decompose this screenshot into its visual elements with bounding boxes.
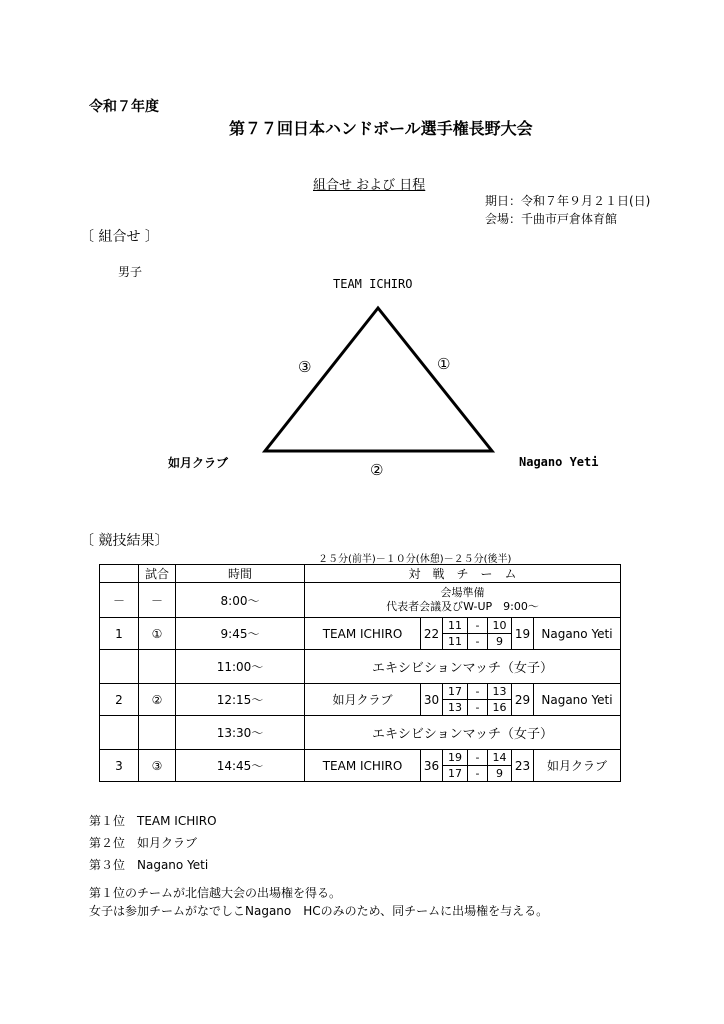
exhibition-label: エキシビションマッチ（女子） [305, 650, 621, 684]
table-row-match [100, 750, 621, 766]
total-b: 19 [512, 618, 534, 650]
half2-a: 17 [443, 766, 468, 782]
half1-dash: - [468, 750, 488, 766]
total-b: 29 [512, 684, 534, 716]
prep-line1: 会場準備 [440, 586, 485, 599]
bracket-team-right: Nagano Yeti [519, 455, 599, 469]
bracket-section-heading: 〔 組合せ 〕 [80, 229, 159, 245]
exhibition-game [139, 716, 176, 750]
half2-b: 16 [488, 700, 512, 716]
total-a: 30 [421, 684, 443, 716]
half2-a: 13 [443, 700, 468, 716]
team-b: Nagano Yeti [534, 618, 621, 650]
match-no: 3 [100, 750, 139, 782]
total-a: 22 [421, 618, 443, 650]
half1-b: 10 [488, 618, 512, 634]
match-game: ① [139, 618, 176, 650]
half1-a: 11 [443, 618, 468, 634]
match-game: ② [139, 684, 176, 716]
half2-b: 9 [488, 766, 512, 782]
bracket-team-top: TEAM ICHIRO [333, 277, 413, 291]
format-note: ２５分(前半)－１０分(休憩)－２５分(後半) [318, 554, 512, 565]
team-a: 如月クラブ [305, 684, 421, 716]
exhibition-time: 13:30～ [176, 716, 305, 750]
bracket-match-bottom: ② [370, 461, 384, 479]
header-cell-game: 試合 [139, 565, 176, 583]
total-a: 36 [421, 750, 443, 782]
half1-a: 19 [443, 750, 468, 766]
half1-b: 14 [488, 750, 512, 766]
exhibition-time: 11:00～ [176, 650, 305, 684]
exhibition-no [100, 716, 139, 750]
team-b: 如月クラブ [534, 750, 621, 782]
header-cell-time: 時間 [176, 565, 305, 583]
table-row-prep [100, 583, 621, 618]
note-women: 女子は参加チームがなでしこNagano HCのみのため、同チームに出場権を与える。 [89, 904, 549, 918]
table-row-exhibition [100, 716, 621, 750]
team-a: TEAM ICHIRO [305, 618, 421, 650]
match-time: 9:45～ [176, 618, 305, 650]
exhibition-game [139, 650, 176, 684]
triangle-shape [265, 308, 492, 451]
match-game: ③ [139, 750, 176, 782]
match-no: 2 [100, 684, 139, 716]
match-time: 12:15～ [176, 684, 305, 716]
prep-line2: 代表者会議及びW-UP 9:00～ [386, 600, 539, 613]
event-date: 期日：令和７年９月２１日(日) [485, 194, 651, 208]
standing-second: 第２位 如月クラブ [89, 836, 198, 850]
team-a: TEAM ICHIRO [305, 750, 421, 782]
match-no: 1 [100, 618, 139, 650]
page-title: 第７７回日本ハンドボール選手権長野大会 [229, 119, 533, 138]
half1-dash: - [468, 684, 488, 700]
note-qualification: 第１位のチームが北信越大会の出場権を得る。 [89, 886, 342, 900]
half2-dash: - [468, 634, 488, 650]
prep-time: 8:00～ [176, 583, 305, 618]
half2-b: 9 [488, 634, 512, 650]
bracket-match-right: ① [437, 355, 451, 373]
exhibition-no [100, 650, 139, 684]
team-b: Nagano Yeti [534, 684, 621, 716]
bracket-match-left: ③ [298, 358, 312, 376]
table-header-row [100, 565, 621, 583]
event-venue: 会場：千曲市戸倉体育館 [485, 212, 618, 226]
standing-third: 第３位 Nagano Yeti [89, 858, 209, 872]
exhibition-label: エキシビションマッチ（女子） [305, 716, 621, 750]
results-section-heading: 〔 競技結果〕 [80, 533, 169, 549]
half2-dash: - [468, 700, 488, 716]
page-subtitle: 組合せ および 日程 [313, 178, 426, 193]
half1-a: 17 [443, 684, 468, 700]
bracket-category: 男子 [118, 265, 143, 279]
prep-no: － [100, 583, 139, 618]
half1-dash: - [468, 618, 488, 634]
prep-info [305, 583, 621, 618]
standing-first: 第１位 TEAM ICHIRO [89, 814, 217, 828]
header-cell-no [100, 565, 139, 583]
fiscal-year: 令和７年度 [89, 99, 159, 115]
half2-a: 11 [443, 634, 468, 650]
table-row-match [100, 618, 621, 634]
results-table [99, 564, 621, 782]
total-b: 23 [512, 750, 534, 782]
half2-dash: - [468, 766, 488, 782]
bracket-team-left: 如月クラブ [168, 456, 229, 470]
half1-b: 13 [488, 684, 512, 700]
prep-game: － [139, 583, 176, 618]
header-cell-teams: 対 戦 チ ー ム [305, 565, 621, 583]
table-row-exhibition [100, 650, 621, 684]
table-row-match [100, 684, 621, 700]
match-time: 14:45～ [176, 750, 305, 782]
